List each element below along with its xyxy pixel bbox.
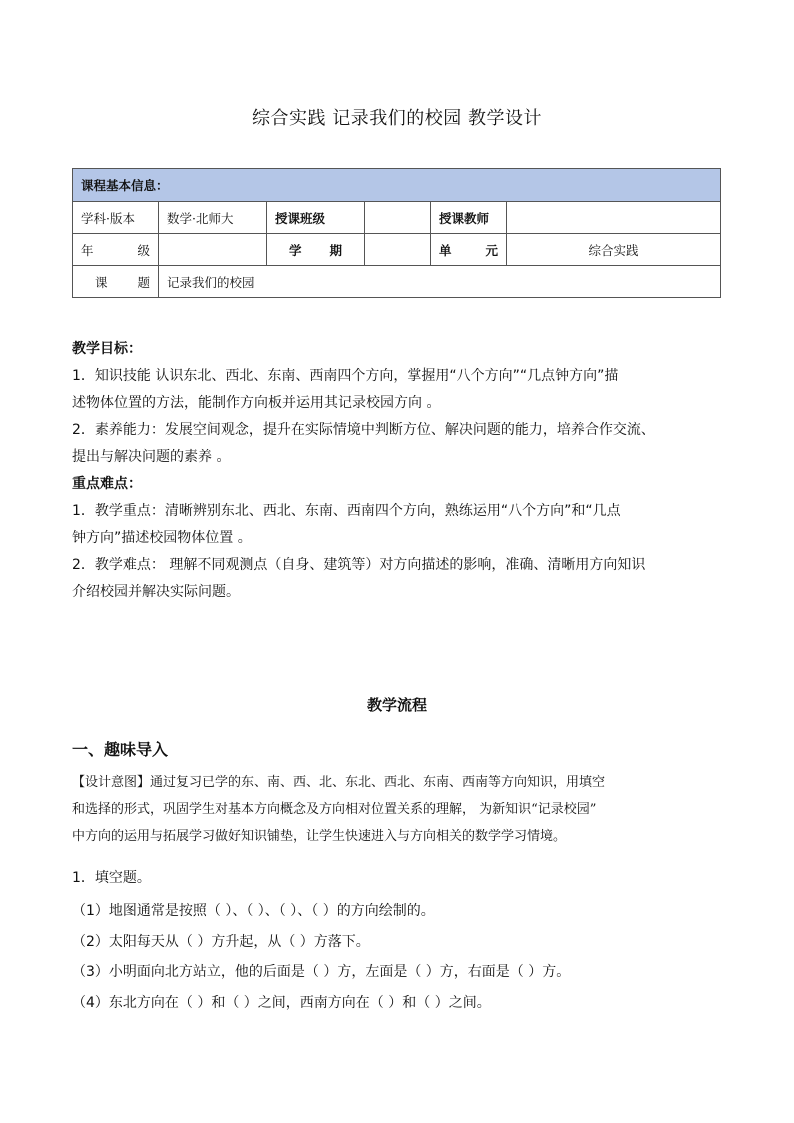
key-point-1-line-1: 1．教学重点：清晰辨别东北、西北、东南、西南四个方向，熟练运用“八个方向”和“几点: [72, 503, 621, 519]
document-title: 综合实践 记录我们的校园 教学设计: [252, 108, 542, 129]
objective-1-line-1: 1．知识技能 认识东北、西北、东南、西南四个方向，掌握用“八个方向”“几点钟方向”描: [72, 368, 619, 384]
question-heading: 1．填空题。: [72, 870, 151, 886]
class-label: 授课班级: [267, 202, 365, 234]
objective-2-line-2: 提出与解决问题的素养 。: [72, 449, 231, 465]
objectives-section: [72, 336, 732, 606]
intent-line-3: 中方向的运用与拓展学习做好知识铺垫，让学生快速进入与方向相关的数学学习情境。: [72, 829, 567, 844]
intent-line-1: 【设计意图】通过复习已学的东、南、西、北、东北、西北、东南、西南等方向知识，用填空: [72, 775, 606, 790]
key-point-2-line-1: 2．教学难点： 理解不同观测点（自身、建筑等）对方向描述的影响，准确、清晰用方向知识: [72, 557, 646, 573]
table-row: [73, 266, 721, 298]
question-2: （2）太阳每天从（ ）方升起，从（ ）方落下。: [72, 934, 370, 950]
grade-value: [159, 234, 267, 266]
course-info-table: [72, 168, 721, 298]
intent-line-2: 和选择的形式，巩固学生对基本方向概念及方向相对位置关系的理解， 为新知识“记录校园”: [72, 802, 597, 817]
teacher-value: [507, 202, 721, 234]
table-row: [73, 234, 721, 266]
term-label: 学 期: [267, 234, 365, 266]
key-points-heading: 重点难点：: [72, 476, 142, 492]
objectives-heading: 教学目标：: [72, 341, 142, 357]
section-1-heading: 一、趣味导入: [72, 740, 169, 759]
table-row: [73, 202, 721, 234]
key-point-1-line-2: 钟方向”描述校园物体位置 。: [72, 530, 252, 546]
subject-label: 学科·版本: [73, 202, 159, 234]
objective-1-line-2: 述物体位置的方法，能制作方向板并运用其记录校园方向 。: [72, 395, 441, 411]
objective-2-line-1: 2．素养能力：发展空间观念，提升在实际情境中判断方位、解决问题的能力，培养合作交流、: [72, 422, 655, 438]
unit-label: 单 元: [431, 234, 507, 266]
teacher-label: 授课教师: [431, 202, 507, 234]
grade-label: 年 级: [73, 234, 159, 266]
key-point-2-line-2: 介绍校园并解决实际问题。: [72, 584, 240, 600]
question-4: （4）东北方向在（ ）和（ ）之间，西南方向在（ ）和（ ）之间。: [72, 995, 491, 1011]
topic-label: 课 题: [73, 266, 159, 298]
class-value: [365, 202, 431, 234]
unit-value: 综合实践: [507, 234, 721, 266]
question-3: （3）小明面向北方站立，他的后面是（ ）方，左面是（ ）方，右面是（ ）方。: [72, 964, 571, 980]
topic-value: 记录我们的校园: [159, 266, 721, 298]
question-1: （1）地图通常是按照（ ）、（ ）、（ ）、（ ）的方向绘制的。: [72, 903, 435, 919]
design-intent: [72, 769, 732, 850]
term-value: [365, 234, 431, 266]
subject-value: 数学·北师大: [159, 202, 267, 234]
flow-title: 教学流程: [366, 696, 427, 714]
table-header: 课程基本信息：: [73, 169, 721, 202]
